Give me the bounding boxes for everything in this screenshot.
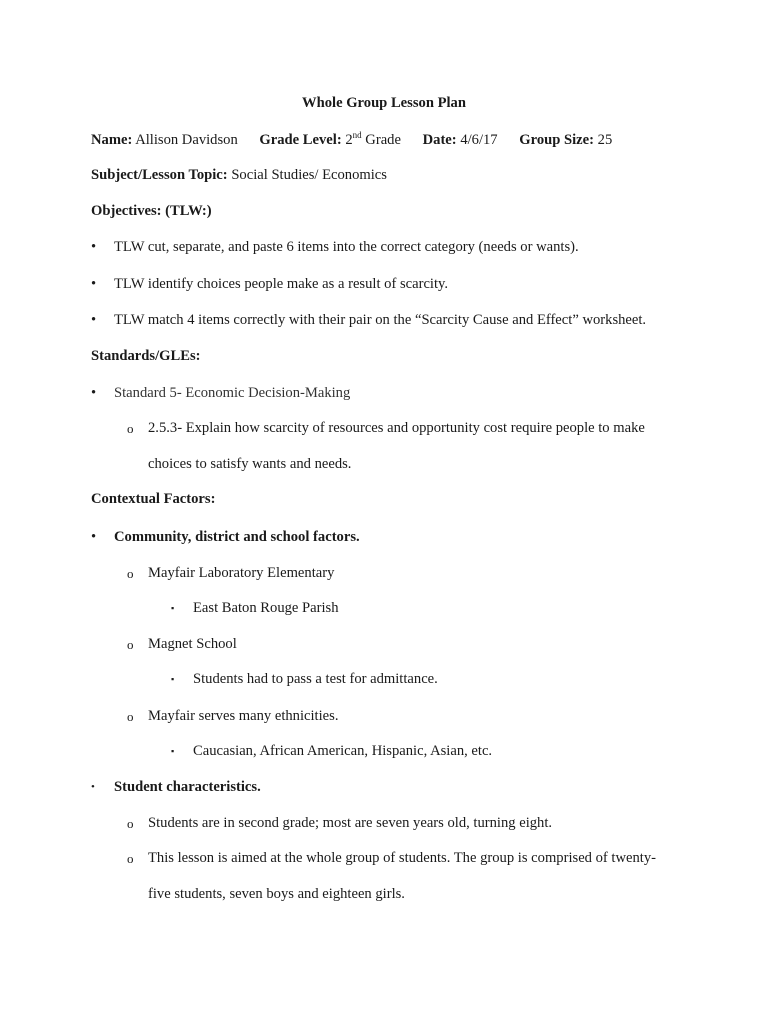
grade-num: 2 — [345, 132, 353, 148]
bullet-icon: • — [91, 781, 95, 793]
name-value: Allison Davidson — [135, 132, 238, 148]
grade-info-item: Students are in second grade; most are seven years old, turning eight. — [148, 815, 553, 831]
subject-label: Subject/Lesson Topic: — [91, 167, 228, 183]
group-line-1: This lesson is aimed at the whole group of students. The group is comprised of twenty- — [148, 850, 656, 866]
bullet-icon: • — [91, 312, 97, 328]
gle-line-1: 2.5.3- Explain how scarcity of resources and opportunity cost require people to make — [148, 420, 645, 436]
date-label: Date: — [422, 132, 457, 148]
gle-line-2: choices to satisfy wants and needs. — [148, 456, 352, 472]
subject-line — [91, 168, 387, 183]
grade-sup: nd — [352, 130, 362, 140]
square-bullet-icon: ▪ — [171, 674, 175, 684]
circle-bullet-icon: o — [127, 566, 134, 581]
header-info — [91, 131, 612, 148]
contextual-heading — [91, 492, 215, 507]
objective-item: TLW match 4 items correctly with their pair on the “Scarcity Cause and Effect” worksheet. — [114, 312, 647, 328]
circle-bullet-icon: o — [127, 709, 134, 724]
subject-value: Social Studies/ Economics — [231, 167, 387, 183]
page-title: Whole Group Lesson Plan — [302, 95, 466, 111]
objectives-label: Objectives: (TLW:) — [91, 203, 212, 219]
school-item: Mayfair Laboratory Elementary — [148, 565, 335, 581]
standard-item: Standard 5- Economic Decision-Making — [114, 385, 351, 401]
grade-label: Grade Level: — [259, 132, 342, 148]
bullet-icon: • — [91, 529, 97, 545]
ethnic-list-item: Caucasian, African American, Hispanic, Asian, etc. — [193, 743, 493, 759]
square-bullet-icon: ▪ — [171, 746, 175, 756]
standards-heading — [91, 349, 201, 364]
objective-item: TLW cut, separate, and paste 6 items into the correct category (needs or wants). — [114, 239, 579, 255]
date-value: 4/6/17 — [460, 132, 498, 148]
circle-bullet-icon: o — [127, 421, 134, 436]
ethnicities-item: Mayfair serves many ethnicities. — [148, 708, 339, 724]
objectives-heading — [91, 204, 212, 219]
circle-bullet-icon: o — [127, 816, 134, 831]
bullet-icon: • — [91, 385, 97, 401]
bullet-icon: • — [91, 276, 97, 292]
community-heading — [114, 530, 360, 545]
group-size-label: Group Size: — [519, 132, 594, 148]
magnet-item: Magnet School — [148, 636, 237, 652]
parish-item: East Baton Rouge Parish — [193, 600, 339, 616]
circle-bullet-icon: o — [127, 637, 134, 652]
contextual-label: Contextual Factors: — [91, 491, 216, 507]
standards-label: Standards/GLEs: — [91, 348, 201, 364]
group-line-2: five students, seven boys and eighteen girls. — [148, 886, 405, 902]
bullet-icon: • — [91, 239, 97, 255]
student-heading — [114, 780, 261, 795]
student-label: Student characteristics. — [114, 779, 261, 795]
community-label: Community, district and school factors. — [114, 529, 360, 545]
group-size-value: 25 — [597, 132, 613, 148]
name-label: Name: — [91, 132, 133, 148]
objective-item: TLW identify choices people make as a result of scarcity. — [114, 276, 449, 292]
circle-bullet-icon: o — [127, 851, 134, 866]
grade-word: Grade — [365, 132, 401, 148]
test-item: Students had to pass a test for admittance. — [193, 671, 438, 687]
square-bullet-icon: ▪ — [171, 603, 175, 613]
